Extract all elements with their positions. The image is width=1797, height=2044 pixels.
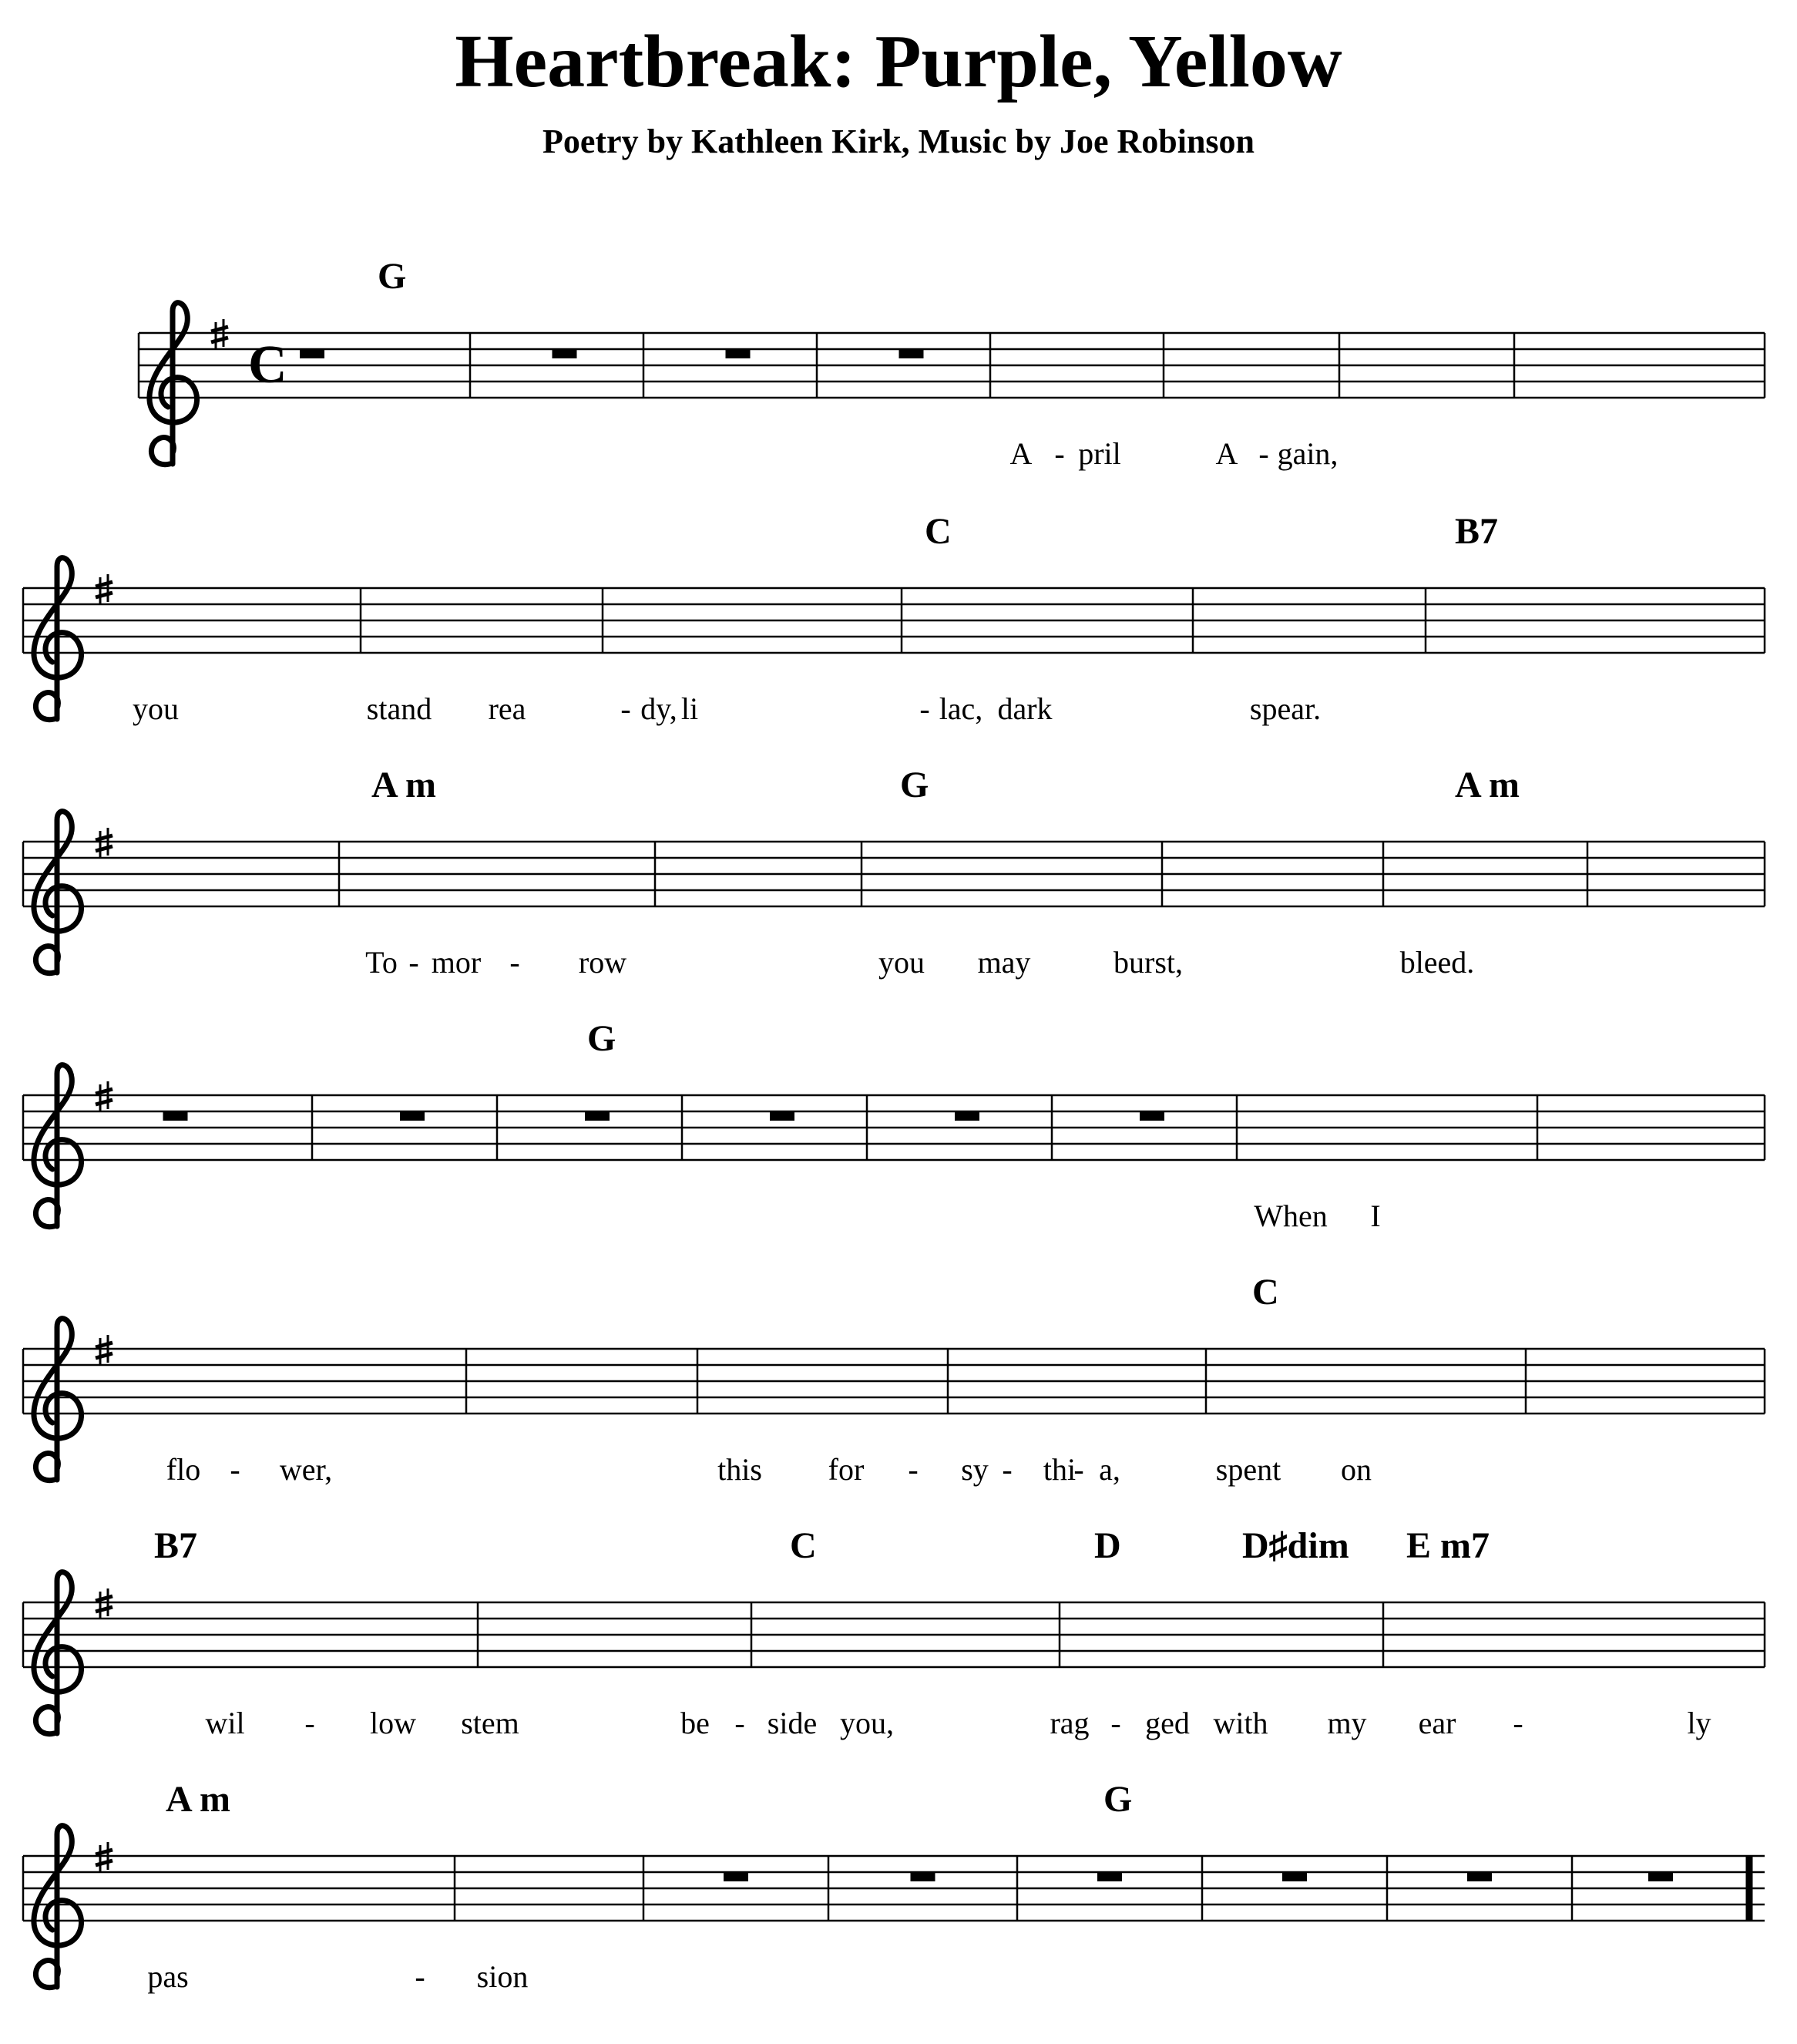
chord-symbol: G	[1103, 1779, 1133, 1820]
key-signature-sharp-icon	[96, 1081, 113, 1112]
lyric-syllable: -	[908, 1452, 919, 1487]
lyric-syllable: on	[1341, 1452, 1372, 1487]
song-credits: Poetry by Kathleen Kirk, Music by Joe Robinson	[542, 123, 1255, 160]
whole-rest-icon	[553, 349, 577, 358]
lyric-syllable: flo	[166, 1452, 201, 1487]
whole-rest-icon	[163, 1111, 188, 1121]
lyric-syllable: -	[734, 1706, 745, 1740]
whole-rest-icon	[1648, 1872, 1673, 1881]
lyric-syllable: for	[828, 1452, 865, 1487]
lyric-syllable: A	[1215, 436, 1238, 471]
lyric-syllable: burst,	[1113, 945, 1183, 980]
lyric-syllable: bleed.	[1399, 945, 1475, 980]
treble-clef-icon	[34, 812, 82, 973]
chord-symbol: D♯dim	[1242, 1525, 1349, 1566]
key-signature-sharp-icon	[96, 1588, 113, 1619]
lyric-syllable: with	[1213, 1706, 1268, 1740]
lyric-syllable: spent	[1215, 1452, 1281, 1487]
chord-symbol: A m	[166, 1779, 230, 1820]
chord-symbol: E m7	[1406, 1525, 1490, 1566]
whole-rest-icon	[726, 349, 751, 358]
lyric-syllable: -	[1054, 436, 1065, 471]
chord-symbol: G	[378, 256, 407, 297]
whole-rest-icon	[1140, 1111, 1164, 1121]
whole-rest-icon	[400, 1111, 425, 1121]
lyric-syllable: lac,	[939, 691, 983, 726]
treble-clef-icon	[34, 1572, 82, 1734]
lyric-syllable: thi	[1043, 1452, 1077, 1487]
lyric-syllable: sion	[476, 1959, 529, 1994]
lyric-syllable: ly	[1687, 1706, 1711, 1740]
chord-symbol: C	[925, 511, 952, 552]
lyric-syllable: -	[1073, 1452, 1084, 1487]
lyric-syllable: li	[680, 691, 699, 726]
lyric-syllable: mor	[431, 945, 482, 980]
lyric-syllable: this	[717, 1452, 762, 1487]
lyric-syllable: side	[767, 1706, 818, 1740]
whole-rest-icon	[1282, 1872, 1307, 1881]
lyric-syllable: you,	[840, 1706, 894, 1740]
key-signature-sharp-icon	[96, 1842, 113, 1873]
lyric-syllable: -	[509, 945, 520, 980]
lyric-syllable: wer,	[279, 1452, 333, 1487]
lyric-syllable: A	[1009, 436, 1033, 471]
song-title: Heartbreak: Purple, Yellow	[455, 20, 1342, 103]
whole-rest-icon	[899, 349, 924, 358]
lyric-syllable: When	[1254, 1198, 1328, 1233]
chord-symbol: G	[900, 765, 929, 805]
lyric-syllable: dy,	[640, 691, 677, 726]
common-time-signature: C	[248, 335, 287, 395]
lyric-syllable: my	[1327, 1706, 1367, 1740]
lyric-syllable: you	[133, 691, 179, 726]
whole-rest-icon	[770, 1111, 794, 1121]
chord-symbol: B7	[154, 1525, 198, 1566]
lyric-syllable: spear.	[1249, 691, 1322, 726]
chord-symbol: A m	[371, 765, 436, 805]
lyric-syllable: -	[408, 945, 419, 980]
treble-clef-icon	[34, 1319, 82, 1481]
treble-clef-icon	[149, 303, 197, 465]
lyric-syllable: you	[878, 945, 925, 980]
lyric-syllable: -	[919, 691, 930, 726]
lyric-syllable: To	[365, 945, 398, 980]
whole-rest-icon	[1097, 1872, 1122, 1881]
whole-rest-icon	[911, 1872, 935, 1881]
lyric-syllable: sy	[961, 1452, 989, 1487]
lyric-syllable: -	[1110, 1706, 1121, 1740]
chord-symbol: G	[587, 1018, 616, 1059]
lyric-syllable: rag	[1050, 1706, 1090, 1740]
lyric-syllable: stand	[366, 691, 432, 726]
lyric-syllable: low	[370, 1706, 416, 1740]
lyric-syllable: a,	[1099, 1452, 1120, 1487]
key-signature-sharp-icon	[96, 828, 113, 859]
lyric-syllable: -	[1513, 1706, 1523, 1740]
treble-clef-icon	[34, 1065, 82, 1227]
lyric-syllable: stem	[461, 1706, 519, 1740]
whole-rest-icon	[300, 349, 324, 358]
chord-symbol: C	[790, 1525, 817, 1566]
lyric-syllable: be	[680, 1706, 710, 1740]
chord-symbol: C	[1252, 1272, 1279, 1313]
lyric-syllable: -	[1002, 1452, 1013, 1487]
lyric-syllable: wil	[205, 1706, 245, 1740]
lyric-syllable: I	[1370, 1198, 1381, 1233]
lyric-syllable: dark	[997, 691, 1053, 726]
key-signature-sharp-icon	[211, 319, 228, 350]
lyric-syllable: -	[415, 1959, 425, 1994]
chord-symbol: A m	[1455, 765, 1520, 805]
whole-rest-icon	[1467, 1872, 1492, 1881]
key-signature-sharp-icon	[96, 574, 113, 605]
staff-systems	[23, 256, 1765, 1994]
lyric-syllable: may	[977, 945, 1031, 980]
lyric-syllable: ged	[1145, 1706, 1190, 1740]
lyric-syllable: -	[1258, 436, 1269, 471]
lyric-syllable: pas	[147, 1959, 189, 1994]
lyric-syllable: -	[620, 691, 631, 726]
treble-clef-icon	[34, 558, 82, 720]
whole-rest-icon	[724, 1872, 748, 1881]
lyric-syllable: -	[304, 1706, 315, 1740]
whole-rest-icon	[585, 1111, 610, 1121]
lyric-syllable: pril	[1078, 436, 1121, 471]
treble-clef-icon	[34, 1826, 82, 1988]
chord-symbol: D	[1094, 1525, 1121, 1566]
lyric-syllable: -	[230, 1452, 240, 1487]
whole-rest-icon	[955, 1111, 979, 1121]
lyric-syllable: ear	[1418, 1706, 1456, 1740]
chord-symbol: B7	[1455, 511, 1499, 552]
lyric-syllable: row	[578, 945, 627, 980]
key-signature-sharp-icon	[96, 1335, 113, 1366]
lyric-syllable: rea	[488, 691, 526, 726]
lyric-syllable: gain,	[1277, 436, 1339, 471]
